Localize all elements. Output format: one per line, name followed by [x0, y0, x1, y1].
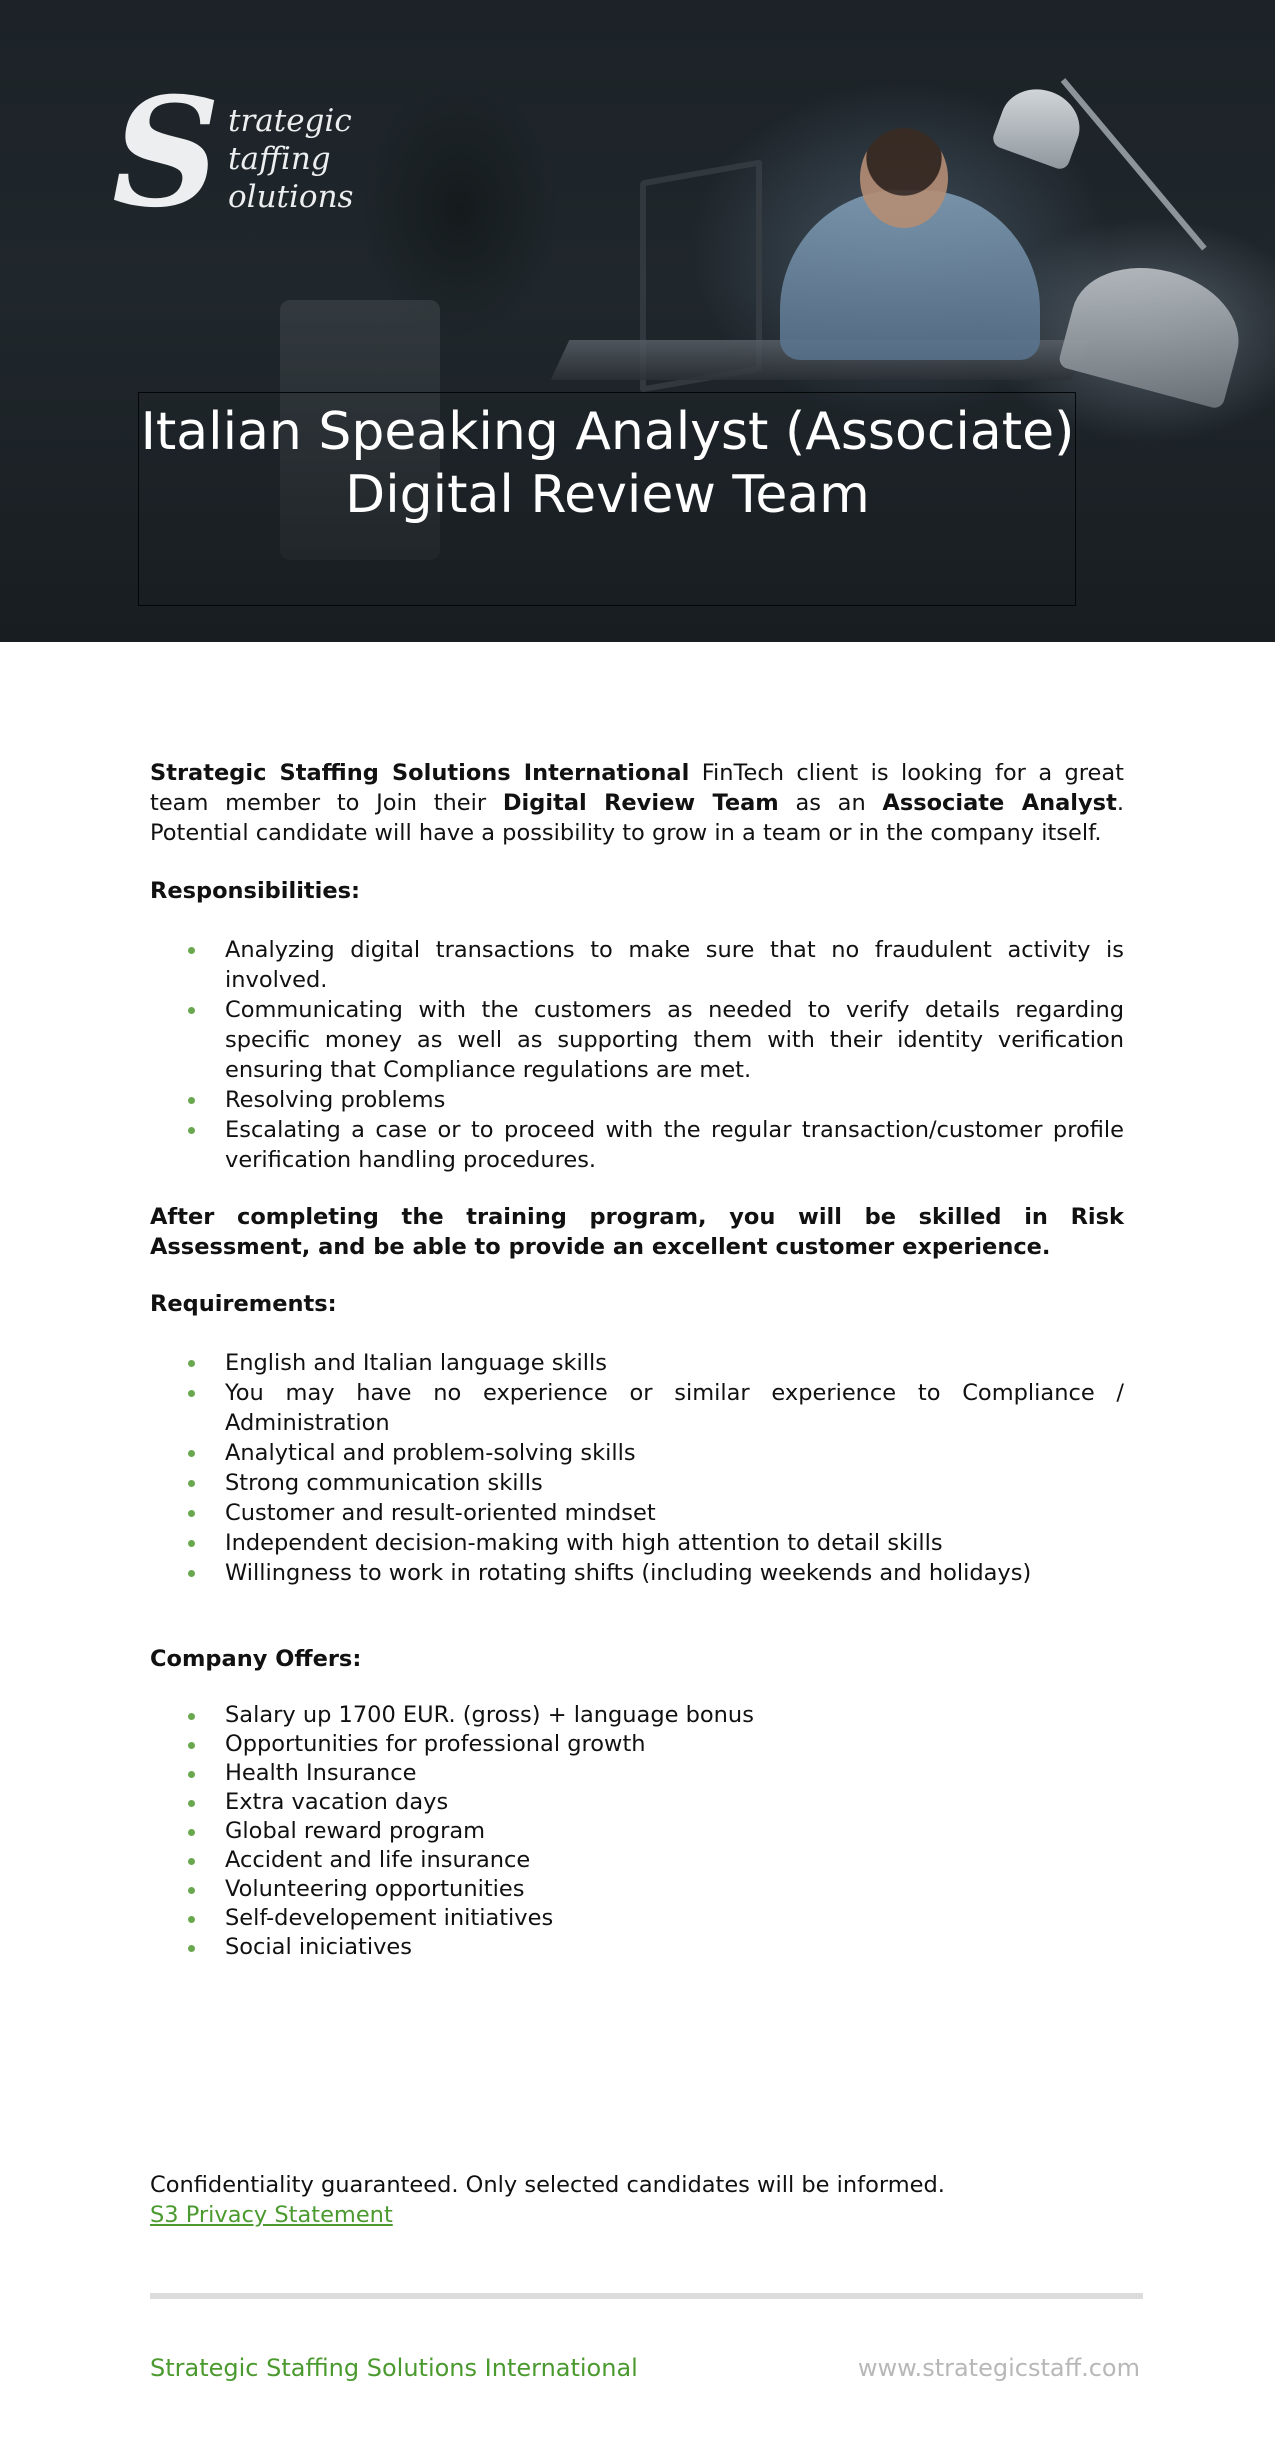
footer-divider: [150, 2293, 1143, 2299]
privacy-statement-link[interactable]: S3 Privacy Statement: [150, 2202, 393, 2228]
logo-line-2: taffing: [228, 141, 331, 177]
list-item: Health Insurance: [225, 1759, 1124, 1788]
responsibilities-list: [150, 935, 1124, 1175]
hero-lamp-shade-foreground: [1057, 250, 1252, 410]
list-item: Willingness to work in rotating shifts (including weekends and holidays): [225, 1558, 1124, 1588]
list-item: Independent decision-making with high attention to detail skills: [225, 1528, 1124, 1558]
confidentiality-note: Confidentiality guaranteed. Only selected candidates will be informed.: [150, 2172, 945, 2198]
list-item: Opportunities for professional growth: [225, 1730, 1124, 1759]
list-item: Salary up 1700 EUR. (gross) + language bonus: [225, 1701, 1124, 1730]
intro-role-name: Associate Analyst: [882, 790, 1117, 816]
intro-company-name: Strategic Staffing Solutions International: [150, 760, 690, 786]
list-item: Escalating a case or to proceed with the regular transaction/customer profile verification handling procedures.: [225, 1117, 1124, 1173]
offers-heading: Company Offers:: [150, 1646, 362, 1672]
requirements-list: [150, 1348, 1124, 1588]
list-item: English and Italian language skills: [225, 1348, 1124, 1378]
list-item: Social iniciatives: [225, 1933, 1124, 1962]
footer-website-link[interactable]: www.strategicstaff.com: [857, 2354, 1140, 2382]
list-item: Customer and result-oriented mindset: [225, 1498, 1124, 1528]
list-item: Accident and life insurance: [225, 1846, 1124, 1875]
hero-lamp-arm: [1061, 78, 1207, 250]
hero-banner: [0, 0, 1275, 642]
offers-list: [150, 1701, 1124, 1962]
list-item: Volunteering opportunities: [225, 1875, 1124, 1904]
list-item: Analytical and problem-solving skills: [225, 1438, 1124, 1468]
job-description: [150, 758, 1124, 1962]
hero-person-head: [860, 128, 948, 228]
intro-text-1: FinTech client is looking for a great team member to Join their: [150, 760, 1125, 816]
logo-line-1: trategic: [228, 103, 352, 139]
training-note: After completing the training program, you will be skilled in Risk Assessment, and be able to provide an excellent customer experience.: [150, 1204, 1124, 1260]
responsibilities-heading: Responsibilities:: [150, 878, 361, 904]
logo-line-3: olutions: [228, 179, 354, 215]
page-title-line-1: Italian Speaking Analyst (Associate): [140, 402, 1075, 462]
list-item: Resolving problems: [225, 1085, 1124, 1115]
list-item: Strong communication skills: [225, 1468, 1124, 1498]
company-logo: [112, 65, 354, 246]
list-item: You may have no experience or similar experience to Compliance / Administration: [225, 1380, 1124, 1436]
page-title-line-2: Digital Review Team: [345, 465, 870, 525]
intro-team-name: Digital Review Team: [502, 790, 779, 816]
intro-text-3: . Potential candidate will have a possibility to grow in a team or in the company itself.: [150, 790, 1124, 846]
list-item: Communicating with the customers as needed to verify details regarding specific money as well as supporting them with their identity verification ensuring that Compliance regulations are met.: [225, 997, 1124, 1083]
requirements-heading: Requirements:: [150, 1291, 337, 1317]
intro-paragraph: [150, 758, 1124, 848]
list-item: Self-developement initiatives: [225, 1904, 1124, 1933]
intro-text-2: as an: [778, 790, 883, 816]
list-item: Global reward program: [225, 1817, 1124, 1846]
logo-letter: S: [112, 65, 221, 241]
list-item: Extra vacation days: [225, 1788, 1124, 1817]
footer-company-name: Strategic Staffing Solutions International: [150, 2354, 638, 2382]
list-item: Analyzing digital transactions to make sure that no fraudulent activity is involved.: [225, 937, 1124, 993]
